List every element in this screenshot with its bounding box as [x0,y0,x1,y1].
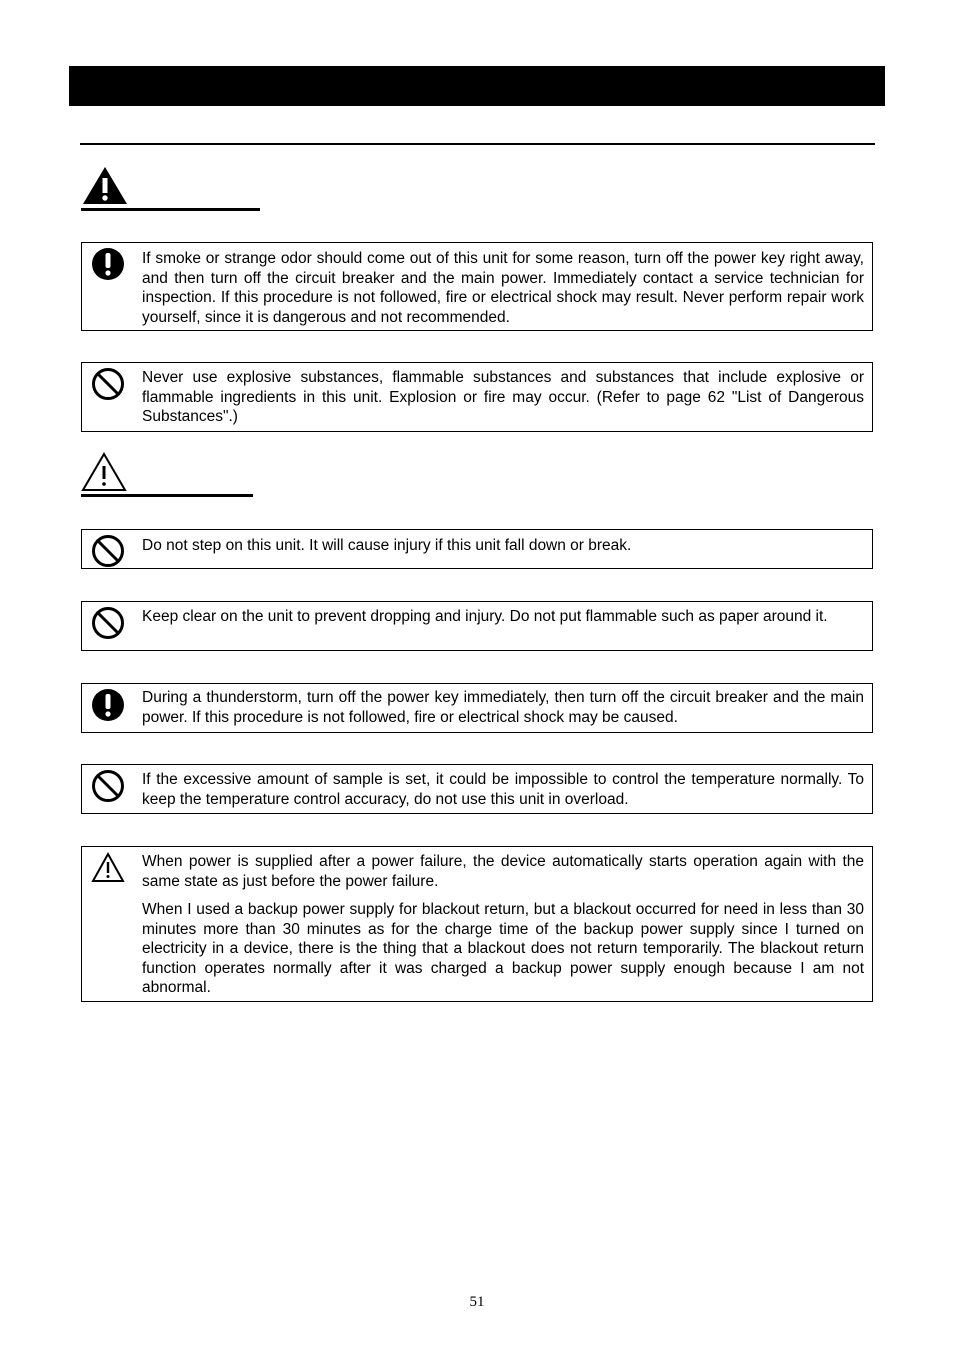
notice-text: If smoke or strange odor should come out of this unit for some reason, turn off the power key right away, and then turn off the circuit breaker and the main power. Immediately contact a service technician for inspection. If this procedure is not followed, fire or electrical shock may result. Never perform repair work yourself, since it is dangerous and not recommended. [142,250,864,326]
notice-text: Keep clear on the unit to prevent dropping and injury. Do not put flammable such as paper around it. [142,608,828,625]
notice-text: If the excessive amount of sample is set, it could be impossible to control the temperature normally. To keep the temperature control accuracy, do not use this unit in overload. [142,771,864,808]
warning-notice-smoke [81,242,873,331]
page-number: 51 [469,1294,485,1310]
prohibition-icon [91,769,125,803]
mandatory-action-icon [91,688,125,722]
caution-triangle-icon [91,851,125,885]
prohibition-icon [91,367,125,401]
notice-text: Never use explosive substances, flammable substances and substances that include explosive or flammable ingredients in this unit. Explosion or fire may occur. (Refer to page 62 "List of Dangerous Substances".) [142,369,864,425]
caution-notice-overload [81,764,873,814]
notice-text: During a thunderstorm, turn off the power key immediately, then turn off the circuit breaker and the main power. If this procedure is not followed, fire or electrical shock may be caused. [142,689,864,726]
mandatory-action-icon [91,247,125,281]
warning-section-header [81,166,260,211]
warning-notice-explosives [81,362,873,432]
section-title-bar [69,66,885,106]
notice-text: When power is supplied after a power failure, the device automatically starts operation again with the same state as just before the power failure. [142,853,864,890]
warning-triangle-filled-icon [81,166,129,206]
notice-text: Do not step on this unit. It will cause injury if this unit fall down or break. [142,537,632,554]
prohibition-icon [91,606,125,640]
caution-notice-step [81,529,873,569]
caution-section-header [81,452,253,497]
header-rule [80,143,875,145]
caution-notice-thunderstorm [81,683,873,733]
prohibition-icon [91,534,125,568]
caution-notice-keep-clear [81,601,873,651]
caution-triangle-outline-icon [81,452,127,492]
notice-text: When I used a backup power supply for blackout return, but a blackout occurred for need in less than 30 minutes more than 30 minutes as for the charge time of the backup power supply since I turned on electricity in a device, there is the thing that a blackout does not return temporarily. The blackout return function operates normally after it was charged a backup power supply enough because I am not abnormal. [142,901,864,996]
caution-notice-power-failure [81,846,873,1002]
